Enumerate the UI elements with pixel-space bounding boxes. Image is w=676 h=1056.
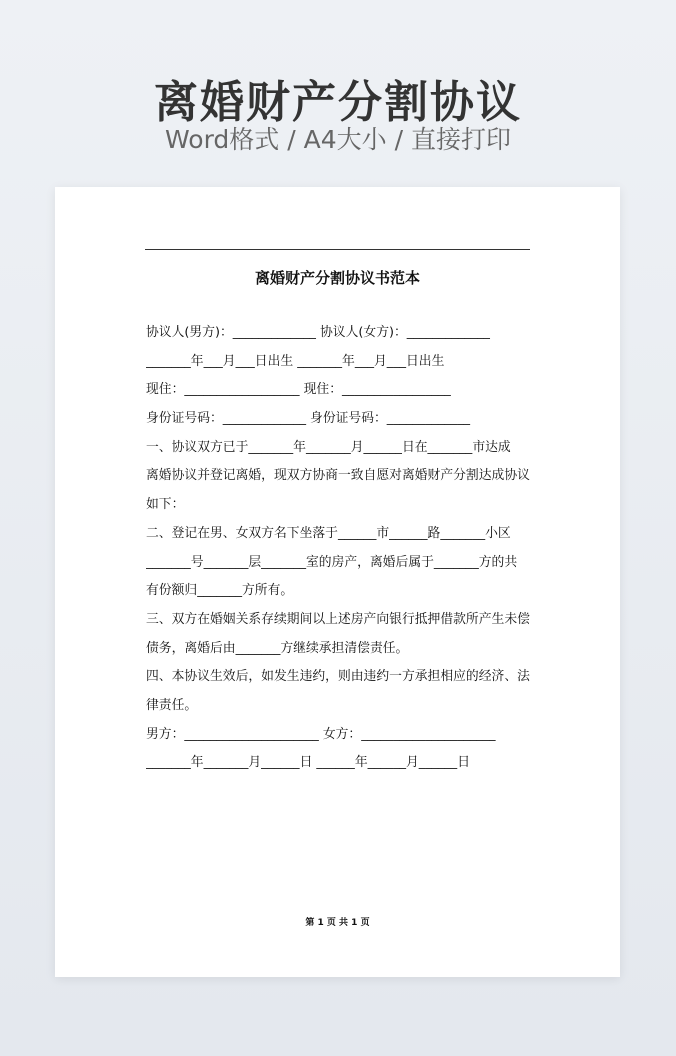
clause-1-line: 如下： xyxy=(146,497,185,513)
document-title: 离婚财产分割协议书范本 xyxy=(254,269,420,287)
signature-line: 男方：_____________________ 女方：_____________________ xyxy=(146,726,496,742)
clause-2-line: 有份额归_______方所有。 xyxy=(146,583,294,599)
clause-4-line: 律责任。 xyxy=(146,697,198,713)
party-names-line: 协议人(男方)：_____________ 协议人(女方)：_____________ xyxy=(146,325,490,340)
clause-1-line: 一、协议双方已于_______年_______月______日在_______市达成 xyxy=(146,439,511,455)
banner-subtitle: Word格式 / A4大小 / 直接打印 xyxy=(165,125,511,154)
signature-date-line: _______年_______月______日 ______年______月______日 xyxy=(146,755,470,771)
header-rule xyxy=(145,249,530,250)
address-line: 现住：__________________ 现住：_________________ xyxy=(146,382,451,398)
clause-2-line: _______号_______层_______室的房产，离婚后属于_______方的共 xyxy=(146,554,518,570)
clause-4-line: 四、本协议生效后，如发生违约，则由违约一方承担相应的经济、法 xyxy=(146,669,530,685)
clause-1-line: 离婚协议并登记离婚，现双方协商一致自愿对离婚财产分割达成协议 xyxy=(146,468,530,484)
id-number-line: 身份证号码：_____________ 身份证号码：_____________ xyxy=(146,411,470,427)
clause-3-line: 三、双方在婚姻关系存续期间以上述房产向银行抵押借款所产生未偿 xyxy=(146,611,530,627)
clause-2-line: 二、登记在男、女双方名下坐落于______市______路_______小区 xyxy=(146,525,511,541)
banner-title: 离婚财产分割协议 xyxy=(154,77,522,128)
document-page xyxy=(55,187,620,977)
birth-date-line: _______年___月___日出生 _______年___月___日出生 xyxy=(146,353,445,369)
page-number: 第 1 页 共 1 页 xyxy=(305,918,370,928)
clause-3-line: 债务，离婚后由_______方继续承担清偿责任。 xyxy=(146,640,409,656)
document-body xyxy=(146,323,536,782)
